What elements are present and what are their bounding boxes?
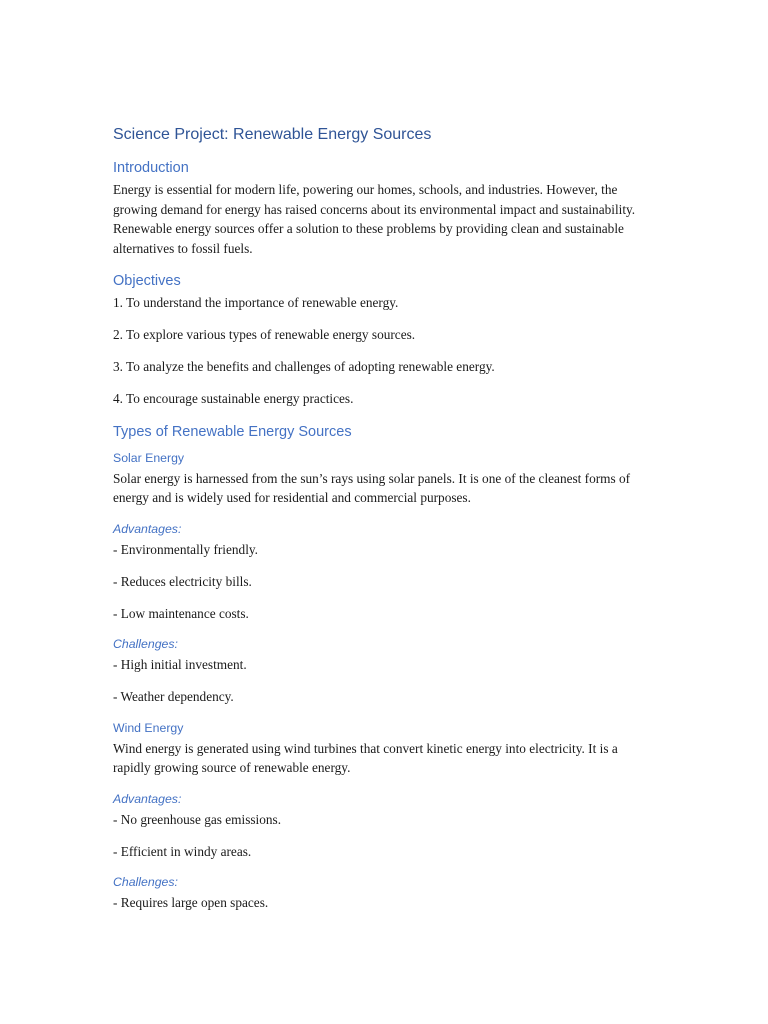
wind-energy-heading: Wind Energy [113,720,184,735]
objectives-heading: Objectives [113,273,181,289]
solar-energy-heading: Solar Energy [113,450,185,465]
introduction-heading: Introduction [113,160,189,176]
solar-challenge-item: - High initial investment. [113,657,247,672]
objective-item: 2. To explore various types of renewable energy sources. [113,327,416,342]
solar-advantage-item: - Low maintenance costs. [113,605,249,621]
solar-energy-text: Solar energy is harnessed from the sun’s rays using solar panels. It is one of the cleanest forms of energy and is widely used for residential and commercial purposes. [113,470,631,505]
solar-advantage-item: - Reduces electricity bills. [113,573,252,589]
document-page [113,124,658,925]
objectives-section [113,271,658,409]
types-heading: Types of Renewable Energy Sources [113,423,352,440]
introduction-section [113,158,658,258]
solar-energy-subsection [113,450,658,707]
types-section [113,422,658,913]
introduction-text: Energy is essential for modern life, powering our homes, schools, and industries. However, the growing demand for energy has raised concerns about its environmental impact and sustainability. Renewable energy sources offer a solution to these problems by providing clean and sustainable alternatives to fossil fuels. [113,182,636,256]
objective-item: 4. To encourage sustainable energy practices. [113,391,354,406]
objective-item: 3. To analyze the benefits and challenges of adopting renewable energy. [113,359,495,374]
wind-advantages-heading: Advantages: [113,791,182,806]
document-title: Science Project: Renewable Energy Sources [113,126,432,143]
objective-item: 1. To understand the importance of renewable energy. [113,295,399,310]
solar-challenges-heading: Challenges: [113,637,178,651]
wind-advantage-item: - Efficient in windy areas. [113,843,252,859]
solar-advantages-heading: Advantages: [113,521,182,536]
wind-energy-subsection [113,720,658,913]
wind-energy-text: Wind energy is generated using wind turbines that convert kinetic energy into electricity. It is a rapidly growing source of renewable energy. [113,740,618,775]
solar-advantage-item: - Environmentally friendly. [113,541,258,557]
solar-challenge-item: - Weather dependency. [113,689,234,704]
wind-challenge-item: - Requires large open spaces. [113,895,269,910]
wind-advantage-item: - No greenhouse gas emissions. [113,811,282,827]
wind-challenges-heading: Challenges: [113,875,178,889]
